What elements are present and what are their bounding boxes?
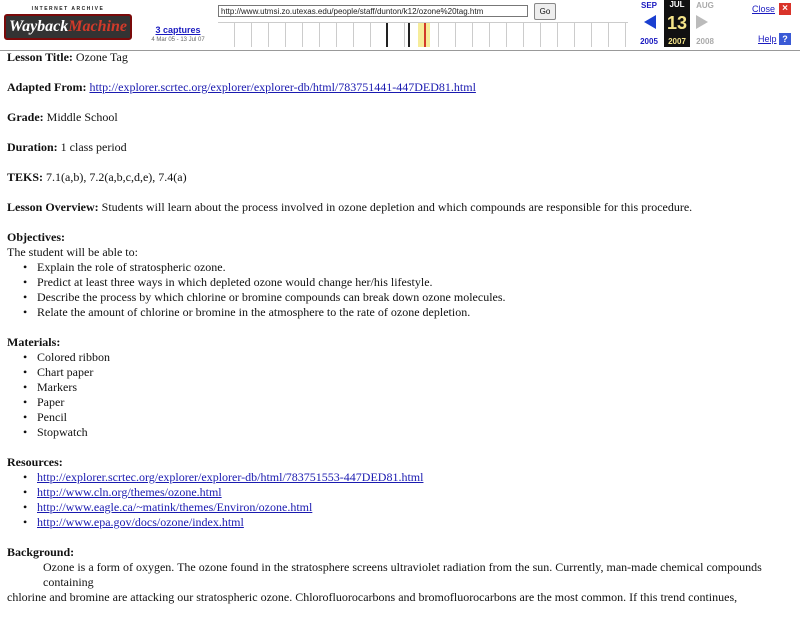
list-item: • Chart paper xyxy=(37,365,795,380)
resources-section xyxy=(7,455,795,530)
background-section xyxy=(7,545,795,605)
list-item xyxy=(37,485,795,500)
go-button[interactable]: Go xyxy=(534,3,556,20)
objectives-list xyxy=(7,260,795,320)
adapted-from-link[interactable]: http://explorer.scrtec.org/explorer/explorer-db/html/783751441-447DED81.html xyxy=(89,80,476,94)
wayback-toolbar xyxy=(0,0,800,51)
resource-link[interactable]: http://explorer.scrtec.org/explorer/explorer-db/html/783751553-447DED81.html xyxy=(37,470,424,484)
next-capture-arrow-icon xyxy=(696,15,708,29)
background-text-cont: chlorine and bromine are attacking our stratospheric ozone. Chlorofluorocarbons and bromofluorocarbons are the most common. If this trend continues, xyxy=(7,590,738,604)
date-navigator xyxy=(636,0,716,50)
capture-mark-selected[interactable] xyxy=(424,23,426,47)
resources-heading: Resources: xyxy=(7,455,63,469)
close-icon[interactable]: × xyxy=(779,3,791,15)
duration: Duration: 1 class period xyxy=(7,140,127,154)
capture-mark[interactable] xyxy=(386,23,388,47)
list-item: • Predict at least three ways in which depleted ozone would change her/his lifestyle. xyxy=(37,275,795,290)
list-item: • Stopwatch xyxy=(37,425,795,440)
month-next: AUG xyxy=(696,1,714,10)
month-current: JUL xyxy=(664,0,690,10)
month-prev[interactable]: SEP xyxy=(640,1,657,10)
captures-range: 4 Mar 05 - 13 Jul 07 xyxy=(151,37,205,43)
background-text: Ozone is a form of oxygen. The ozone found in the stratosphere screens ultraviolet radiation from the sun. Currently, man-made chemical compounds containing xyxy=(43,560,762,589)
teks: TEKS: 7.1(a,b), 7.2(a,b,c,d,e), 7.4(a) xyxy=(7,170,187,184)
capture-mark[interactable] xyxy=(408,23,410,47)
materials-list xyxy=(7,350,795,440)
resource-link[interactable]: http://www.eagle.ca/~matink/themes/Environ/ozone.html xyxy=(37,500,313,514)
list-item xyxy=(37,500,795,515)
captures-link[interactable]: 3 captures xyxy=(155,25,201,35)
resource-link[interactable]: http://www.epa.gov/docs/ozone/index.html xyxy=(37,515,244,529)
list-item xyxy=(37,515,795,530)
objectives-heading: Objectives: xyxy=(7,230,65,244)
list-item xyxy=(37,470,795,485)
list-item: • Markers xyxy=(37,380,795,395)
year-prev[interactable]: 2005 xyxy=(640,37,658,46)
url-input[interactable]: http://www.utmsi.zo.utexas.edu/people/staff/dunton/k12/ozone%20tag.htm xyxy=(218,5,528,17)
lesson-title: Lesson Title: Ozone Tag xyxy=(7,50,128,64)
capture-timeline[interactable] xyxy=(218,22,628,47)
help-link[interactable]: Help xyxy=(758,34,777,44)
internet-archive-text: INTERNET ARCHIVE xyxy=(31,6,105,12)
resources-list xyxy=(7,470,795,530)
list-item: • Relate the amount of chlorine or bromine in the atmosphere to the rate of ozone depletion. xyxy=(37,305,795,320)
materials-heading: Materials: xyxy=(7,335,61,349)
resource-link[interactable]: http://www.cln.org/themes/ozone.html xyxy=(37,485,222,499)
day-current: 13 xyxy=(664,10,690,36)
year-next: 2008 xyxy=(696,37,714,46)
wayback-logo[interactable] xyxy=(4,3,132,47)
lesson-content xyxy=(7,50,795,620)
close-link[interactable]: Close xyxy=(752,4,776,14)
list-item: • Colored ribbon xyxy=(37,350,795,365)
wayback-machine-logo: WaybackMachine xyxy=(4,14,132,40)
captures-info xyxy=(138,25,218,43)
prev-capture-arrow-icon[interactable] xyxy=(644,15,656,29)
background-heading: Background: xyxy=(7,545,75,559)
list-item: • Describe the process by which chlorine or bromine compounds can break down ozone molecules. xyxy=(37,290,795,305)
help-icon[interactable]: ? xyxy=(779,33,791,45)
list-item: • Paper xyxy=(37,395,795,410)
materials-section xyxy=(7,335,795,440)
list-item: • Explain the role of stratospheric ozone. xyxy=(37,260,795,275)
adapted-from: Adapted From: http://explorer.scrtec.org/explorer/explorer-db/html/783751441-447DED81.html xyxy=(7,80,476,94)
lesson-overview: Lesson Overview: Students will learn about the process involved in ozone depletion and which compounds are responsible for this procedure. xyxy=(7,200,693,214)
list-item: • Pencil xyxy=(37,410,795,425)
objectives-section xyxy=(7,230,795,320)
year-current: 2007 xyxy=(664,36,690,47)
grade: Grade: Middle School xyxy=(7,110,118,124)
objectives-intro: The student will be able to: xyxy=(7,245,138,259)
